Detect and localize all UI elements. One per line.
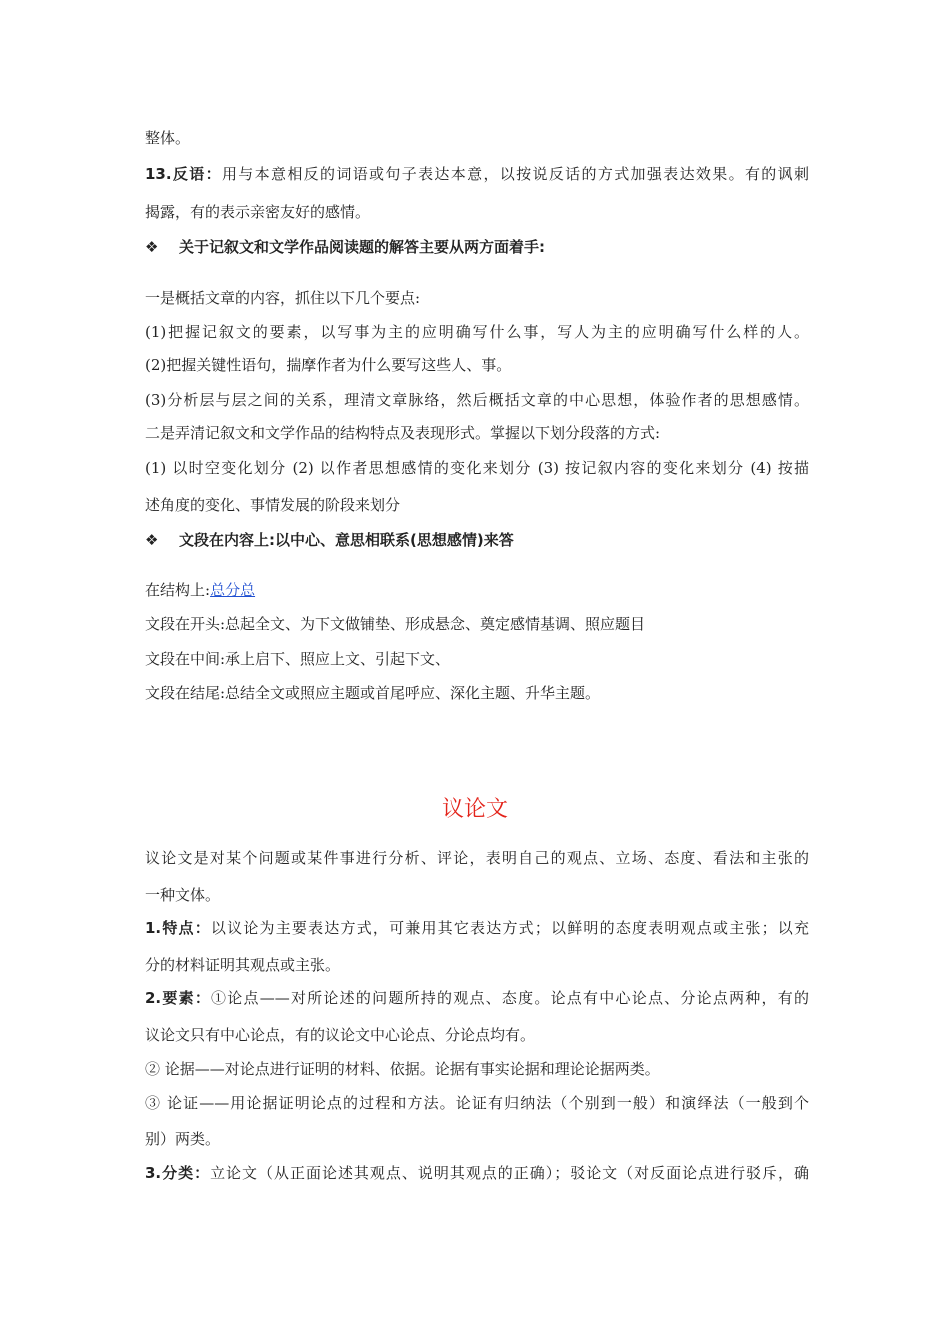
term-text: 以议论为主要表达方式，可兼用其它表达方式；以鲜明的态度表明观点或主张；以充 — [210, 919, 809, 937]
structure-prefix: 在结构上: — [145, 581, 211, 599]
diamond-bullet-icon: ❖ — [145, 238, 159, 256]
term-label: 3.分类： — [145, 1164, 211, 1182]
bullet-heading-text: 文段在内容上:以中心、意思相联系(思想感情)来答 — [179, 531, 514, 549]
text-line: 别）两类。 — [145, 1130, 221, 1148]
structure-link[interactable]: 总分总 — [210, 581, 256, 599]
text-line: 分的材料证明其观点或主张。 — [145, 956, 341, 974]
text-line: 文段在中间:承上启下、照应上文、引起下文、 — [145, 650, 451, 668]
text-line — [145, 580, 809, 600]
text-line: 文段在结尾:总结全文或照应主题或首尾呼应、深化主题、升华主题。 — [145, 684, 601, 702]
bullet-heading-text: 关于记叙文和文学作品阅读题的解答主要从两方面着手: — [179, 238, 546, 256]
text-line: 一是概括文章的内容，抓住以下几个要点: — [145, 289, 421, 307]
term-label: 2.要素： — [145, 989, 212, 1007]
text-line — [145, 918, 809, 938]
section-heading: 议论文 — [441, 797, 508, 822]
text-line: (1) 以时空变化划分 (2) 以作者思想感情的变化来划分 (3) 按记叙内容的变化来划分 (4) 按描 — [145, 459, 809, 477]
text-line: ③ 论证——用论据证明论点的过程和方法。论证有归纳法（个别到一般）和演绎法（一般到个 — [145, 1094, 809, 1112]
text-line: 述角度的变化、事情发展的阶段来划分 — [145, 496, 401, 514]
text-line: 一种文体。 — [145, 886, 221, 904]
text-line: 揭露，有的表示亲密友好的感情。 — [145, 203, 371, 221]
text-line — [145, 164, 809, 184]
term-text: ①论点——对所论述的问题所持的观点、态度。论点有中心论点、分论点两种，有的 — [211, 989, 809, 1007]
bullet-heading — [145, 237, 809, 257]
text-line: (2)把握关键性语句，揣摩作者为什么要写这些人、事。 — [145, 356, 512, 374]
text-line: (1)把握记叙文的要素，以写事为主的应明确写什么事，写人为主的应明确写什么样的人。 — [145, 323, 809, 341]
text-line: 整体。 — [145, 129, 191, 147]
term-label: 1.特点： — [145, 919, 211, 937]
text-line: 议论文是对某个问题或某件事进行分析、评论，表明自己的观点、立场、态度、看法和主张的 — [145, 849, 809, 867]
bullet-heading — [145, 530, 809, 550]
text-line: 二是弄清记叙文和文学作品的结构特点及表现形式。掌握以下划分段落的方式: — [145, 424, 661, 442]
text-line: ② 论据——对论点进行证明的材料、依据。论据有事实论据和理论论据两类。 — [145, 1060, 660, 1078]
term-text: 立论文（从正面论述其观点、说明其观点的正确）；驳论文（对反面论点进行驳斥，确 — [210, 1164, 809, 1182]
text-line: (3)分析层与层之间的关系，理清文章脉络，然后概括文章的中心思想，体验作者的思想感情。 — [145, 391, 809, 409]
term-text: 用与本意相反的词语或句子表达本意，以按说反话的方式加强表达效果。有的讽刺 — [221, 165, 809, 183]
text-line — [145, 1163, 809, 1183]
term-label: 13.反语： — [145, 165, 222, 183]
text-line: 文段在开头:总起全文、为下文做铺垫、形成悬念、奠定感情基调、照应题目 — [145, 615, 646, 633]
diamond-bullet-icon: ❖ — [145, 531, 159, 549]
text-line — [145, 988, 809, 1008]
text-line: 议论文只有中心论点，有的议论文中心论点、分论点均有。 — [145, 1026, 536, 1044]
